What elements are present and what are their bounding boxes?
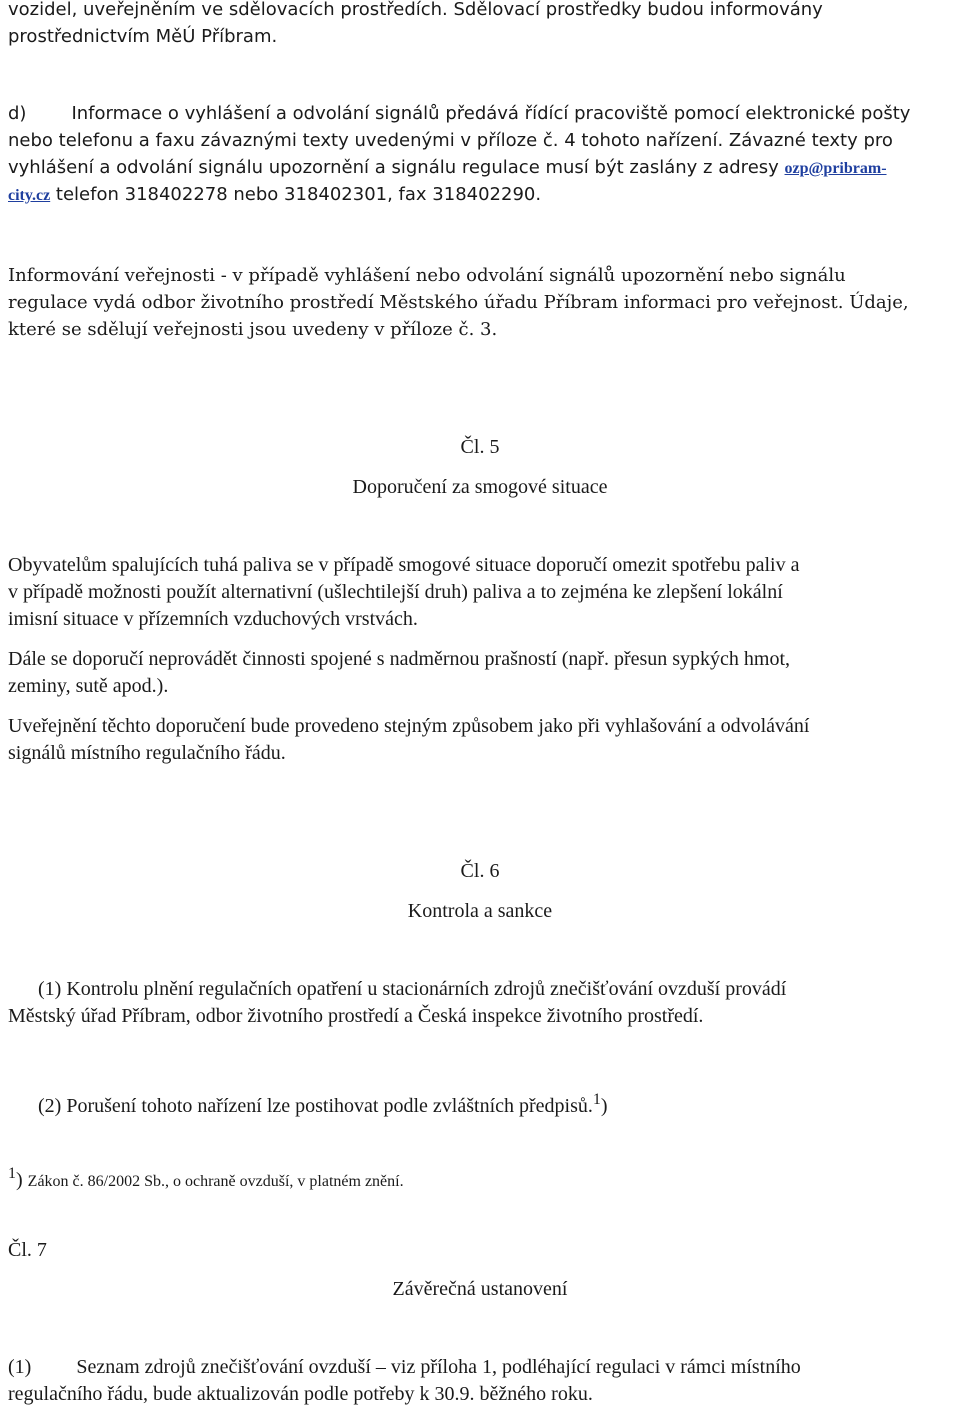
top-line-2: prostřednictvím MěÚ Příbram.: [8, 26, 278, 47]
paragraph-d-line-3: [8, 154, 954, 182]
paragraph-d-line-2: nebo telefonu a faxu závaznými texty uvedenými v příloze č. 4 tohoto nařízení. Závazné texty pro: [8, 130, 893, 151]
article-6-p2-text: (2) Porušení tohoto nařízení lze postihovat podle zvláštních předpisů.: [38, 1095, 593, 1117]
article-6-p1-line-2: Městský úřad Příbram, odbor životního prostředí a Česká inspekce životního prostředí.: [8, 1005, 704, 1027]
paragraph-d-marker: d): [8, 103, 27, 124]
article-5-p1-line-1: Obyvatelům spalujících tuhá paliva se v případě smogové situace doporučí omezit spotřebu paliv a: [8, 554, 800, 576]
footnote-1-paren: ): [16, 1169, 23, 1191]
article-7-number: Čl. 7: [8, 1239, 47, 1261]
article-5-title: Doporučení za smogové situace: [352, 476, 608, 498]
article-6-p2-end: ): [600, 1095, 608, 1117]
article-6-p2-footnote-ref: 1: [592, 1091, 601, 1108]
article-5-p1-line-2: v případě možnosti použít alternativní (ušlechtilejší druh) paliva a to zejména ke zlepšení lokální: [8, 581, 783, 603]
article-5-number: Čl. 5: [460, 436, 500, 458]
footnote-1-number: 1: [8, 1165, 16, 1182]
paragraph-d-text-3: vyhlášení a odvolání signálu upozornění a signálu regulace musí být zaslány z adresy: [8, 157, 779, 178]
footnote-1: [8, 1160, 954, 1195]
paragraph-d-line-4: [8, 181, 954, 209]
article-7-p1-text-1: Seznam zdrojů znečišťování ovzduší – viz příloha 1, podléhající regulaci v rámci místního: [76, 1356, 801, 1378]
footnote-1-text: Zákon č. 86/2002 Sb., o ochraně ovzduší, v platném znění.: [27, 1173, 404, 1190]
article-5-p2-line-2: zeminy, sutě apod.).: [8, 675, 169, 697]
paragraph-d-line-1: [8, 100, 954, 127]
paragraph-d-text-1: Informace o vyhlášení a odvolání signálů předává řídící pracoviště pomocí elektronické pošty: [71, 103, 911, 124]
top-line-1: vozidel, uveřejněním ve sdělovacích prostředích. Sdělovací prostředky budou informovány: [8, 0, 823, 20]
paragraph-d-text-4: telefon 318402278 nebo 318402301, fax 318402290.: [50, 184, 542, 205]
info-line-2: regulace vydá odbor životního prostředí Městského úřadu Příbram informaci pro veřejnost. Údaje,: [8, 292, 909, 313]
info-line-1: Informování veřejnosti - v případě vyhlášení nebo odvolání signálů upozornění nebo signálu: [8, 265, 846, 286]
article-7-p1-line-2: regulačního řádu, bude aktualizován podle potřeby k 30.9. běžného roku.: [8, 1383, 593, 1405]
article-5-p1-line-3: imisní situace v přízemních vzduchových vrstvách.: [8, 608, 418, 630]
article-6-p1-text-1: (1) Kontrolu plnění regulačních opatření u stacionárních zdrojů znečišťování ovzduší provádí: [38, 978, 787, 1000]
article-7-p1-marker: (1): [8, 1356, 32, 1378]
article-7-p1-line-1: [8, 1354, 954, 1381]
article-5-p3-line-1: Uveřejnění těchto doporučení bude provedeno stejným způsobem jako při vyhlašování a odvolávání: [8, 715, 810, 737]
article-7-title: Závěrečná ustanovení: [392, 1278, 568, 1300]
article-5-p2-line-1: Dále se doporučí neprovádět činnosti spojené s nadměrnou prašností (např. přesun sypkých hmot,: [8, 648, 791, 670]
article-6-p2: [8, 1086, 954, 1120]
article-6-number: Čl. 6: [460, 860, 500, 882]
email-link-part-1[interactable]: ozp@pribram-: [784, 160, 887, 177]
email-link-part-2[interactable]: city.cz: [8, 187, 51, 204]
info-line-3: které se sdělují veřejnosti jsou uvedeny v příloze č. 3.: [8, 319, 498, 340]
article-6-p1-line-1: [8, 976, 954, 1003]
article-5-p3-line-2: signálů místního regulačního řádu.: [8, 742, 286, 764]
article-6-title: Kontrola a sankce: [407, 900, 553, 922]
